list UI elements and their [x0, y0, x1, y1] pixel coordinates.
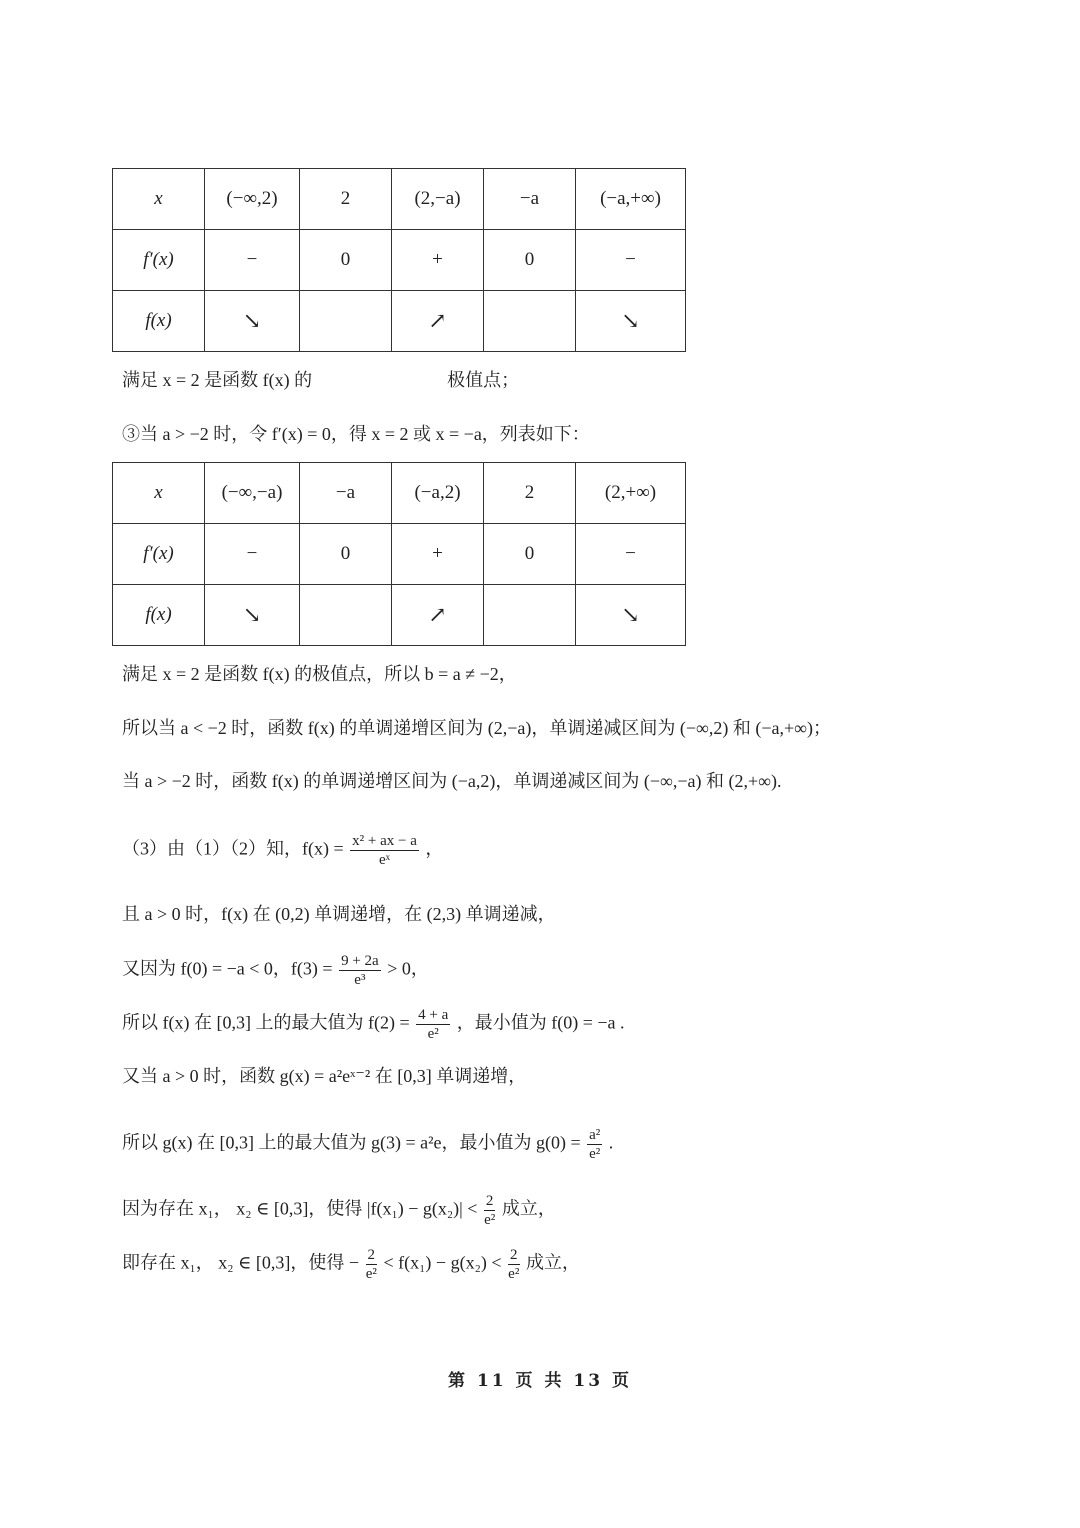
g-line: 又当 a > 0 时，函数 g(x) = a²eˣ⁻² 在 [0,3] 单调递增，	[122, 1066, 527, 1086]
fraction-numerator: x² + ax − a	[352, 833, 417, 849]
table-cell: f′(x)	[113, 524, 205, 585]
table-row	[113, 169, 686, 230]
variation-table-2	[112, 462, 686, 646]
table-cell	[484, 291, 576, 352]
gmax-line	[122, 1126, 613, 1163]
page-footer: 第 11 页 共 13 页	[448, 1371, 632, 1391]
gmax-suffix: .	[608, 1132, 614, 1153]
exist1-suffix: 成立，	[501, 1198, 556, 1219]
table-cell: 0	[300, 524, 392, 585]
table2-note: 满足 x = 2 是函数 f(x) 的极值点，所以 b = a ≠ −2，	[122, 664, 517, 684]
gmax-prefix: 所以 g(x) 在 [0,3] 上的最大值为 g(3) = a²e，最小值为 g(0) =	[122, 1132, 581, 1153]
fraction-numerator: 2	[367, 1247, 376, 1263]
monotonic-line: 且 a > 0 时，f(x) 在 (0,2) 单调递增，在 (2,3) 单调递减，	[122, 904, 556, 924]
table-cell: f(x)	[113, 291, 205, 352]
fraction-numerator: 4 + a	[418, 1007, 449, 1023]
table-cell: 0	[484, 230, 576, 291]
fraction	[587, 1126, 602, 1163]
exist1-prefix: 因为存在 x₁， x₂ ∈ [0,3]，使得 |f(x₁) − g(x₂)| <	[122, 1198, 478, 1219]
table-row	[113, 291, 686, 352]
case3-line: ③当 a > −2 时，令 f′(x) = 0，得 x = 2 或 x = −a，列表如下：	[122, 424, 590, 444]
fraction-denominator: eˣ	[379, 852, 390, 868]
fraction-numerator: a²	[589, 1127, 601, 1143]
table-cell: −	[576, 230, 686, 291]
table-cell: 2	[484, 463, 576, 524]
fraction-denominator: e²	[508, 1266, 520, 1282]
fraction	[508, 1246, 520, 1283]
table-cell: x	[113, 169, 205, 230]
table-row	[113, 463, 686, 524]
fmax-line	[122, 1006, 625, 1043]
table-cell: (−∞,2)	[205, 169, 300, 230]
exist2-suffix: 成立，	[526, 1252, 580, 1273]
table-cell: (2,−a)	[392, 169, 484, 230]
variation-table-1	[112, 168, 686, 352]
table-cell	[484, 585, 576, 646]
fraction	[484, 1192, 496, 1229]
exist-line-2	[122, 1246, 580, 1283]
table1-note: 满足 x = 2 是函数 f(x) 的 极值点；	[122, 370, 520, 390]
table-cell: (−∞,−a)	[205, 463, 300, 524]
decreasing-arrow-icon: ↘	[205, 291, 300, 352]
table-cell: 0	[300, 230, 392, 291]
fraction	[366, 1246, 378, 1283]
fraction-denominator: e³	[354, 972, 366, 988]
table-cell: −a	[300, 463, 392, 524]
conclusion-line-1: 所以当 a < −2 时，函数 f(x) 的单调递增区间为 (2,−a)，单调递减区间为 (−∞,2) 和 (−a,+∞)；	[122, 718, 831, 738]
table-cell: x	[113, 463, 205, 524]
fraction-denominator: e²	[484, 1212, 496, 1228]
fraction	[350, 832, 419, 869]
decreasing-arrow-icon: ↘	[205, 585, 300, 646]
table-cell: −	[205, 230, 300, 291]
fraction	[416, 1006, 450, 1043]
table-cell: f(x)	[113, 585, 205, 646]
fraction-numerator: 2	[510, 1247, 518, 1263]
conclusion-line-2: 当 a > −2 时，函数 f(x) 的单调递增区间为 (−a,2)，单调递减区间为 (−∞,−a) 和 (2,+∞).	[122, 771, 782, 791]
increasing-arrow-icon: ↗	[392, 291, 484, 352]
table-cell: +	[392, 524, 484, 585]
fraction-denominator: e²	[589, 1146, 601, 1162]
table-row	[113, 585, 686, 646]
table-cell: −	[576, 524, 686, 585]
decreasing-arrow-icon: ↘	[576, 585, 686, 646]
fraction-denominator: e²	[365, 1266, 377, 1282]
f0-suffix: > 0，	[387, 958, 429, 979]
part3-suffix: ，	[425, 838, 444, 859]
table-cell: (2,+∞)	[576, 463, 686, 524]
fraction-denominator: e²	[427, 1026, 439, 1042]
exist2-middle: < f(x₁) − g(x₂) <	[383, 1252, 502, 1273]
table-row	[113, 230, 686, 291]
f0-line	[122, 952, 429, 989]
fmax-suffix: ，最小值为 f(0) = −a .	[456, 1012, 625, 1033]
table-cell: 0	[484, 524, 576, 585]
table-row	[113, 524, 686, 585]
exist2-prefix: 即存在 x₁， x₂ ∈ [0,3]，使得 −	[122, 1252, 360, 1273]
part3-line	[122, 832, 443, 869]
increasing-arrow-icon: ↗	[392, 585, 484, 646]
table-cell: (−a,2)	[392, 463, 484, 524]
fraction	[339, 952, 381, 989]
fraction-numerator: 2	[485, 1193, 494, 1209]
exist-line-1	[122, 1192, 556, 1229]
table-cell	[300, 291, 392, 352]
table-cell: (−a,+∞)	[576, 169, 686, 230]
table-cell: 2	[300, 169, 392, 230]
table-cell	[300, 585, 392, 646]
fmax-prefix: 所以 f(x) 在 [0,3] 上的最大值为 f(2) =	[122, 1012, 410, 1033]
part3-prefix: （3）由（1）（2）知，f(x) =	[122, 838, 344, 859]
decreasing-arrow-icon: ↘	[576, 291, 686, 352]
table-cell: +	[392, 230, 484, 291]
f0-prefix: 又因为 f(0) = −a < 0，f(3) =	[122, 958, 333, 979]
fraction-numerator: 9 + 2a	[341, 953, 379, 969]
table-cell: −a	[484, 169, 576, 230]
table-cell: −	[205, 524, 300, 585]
table-cell: f′(x)	[113, 230, 205, 291]
